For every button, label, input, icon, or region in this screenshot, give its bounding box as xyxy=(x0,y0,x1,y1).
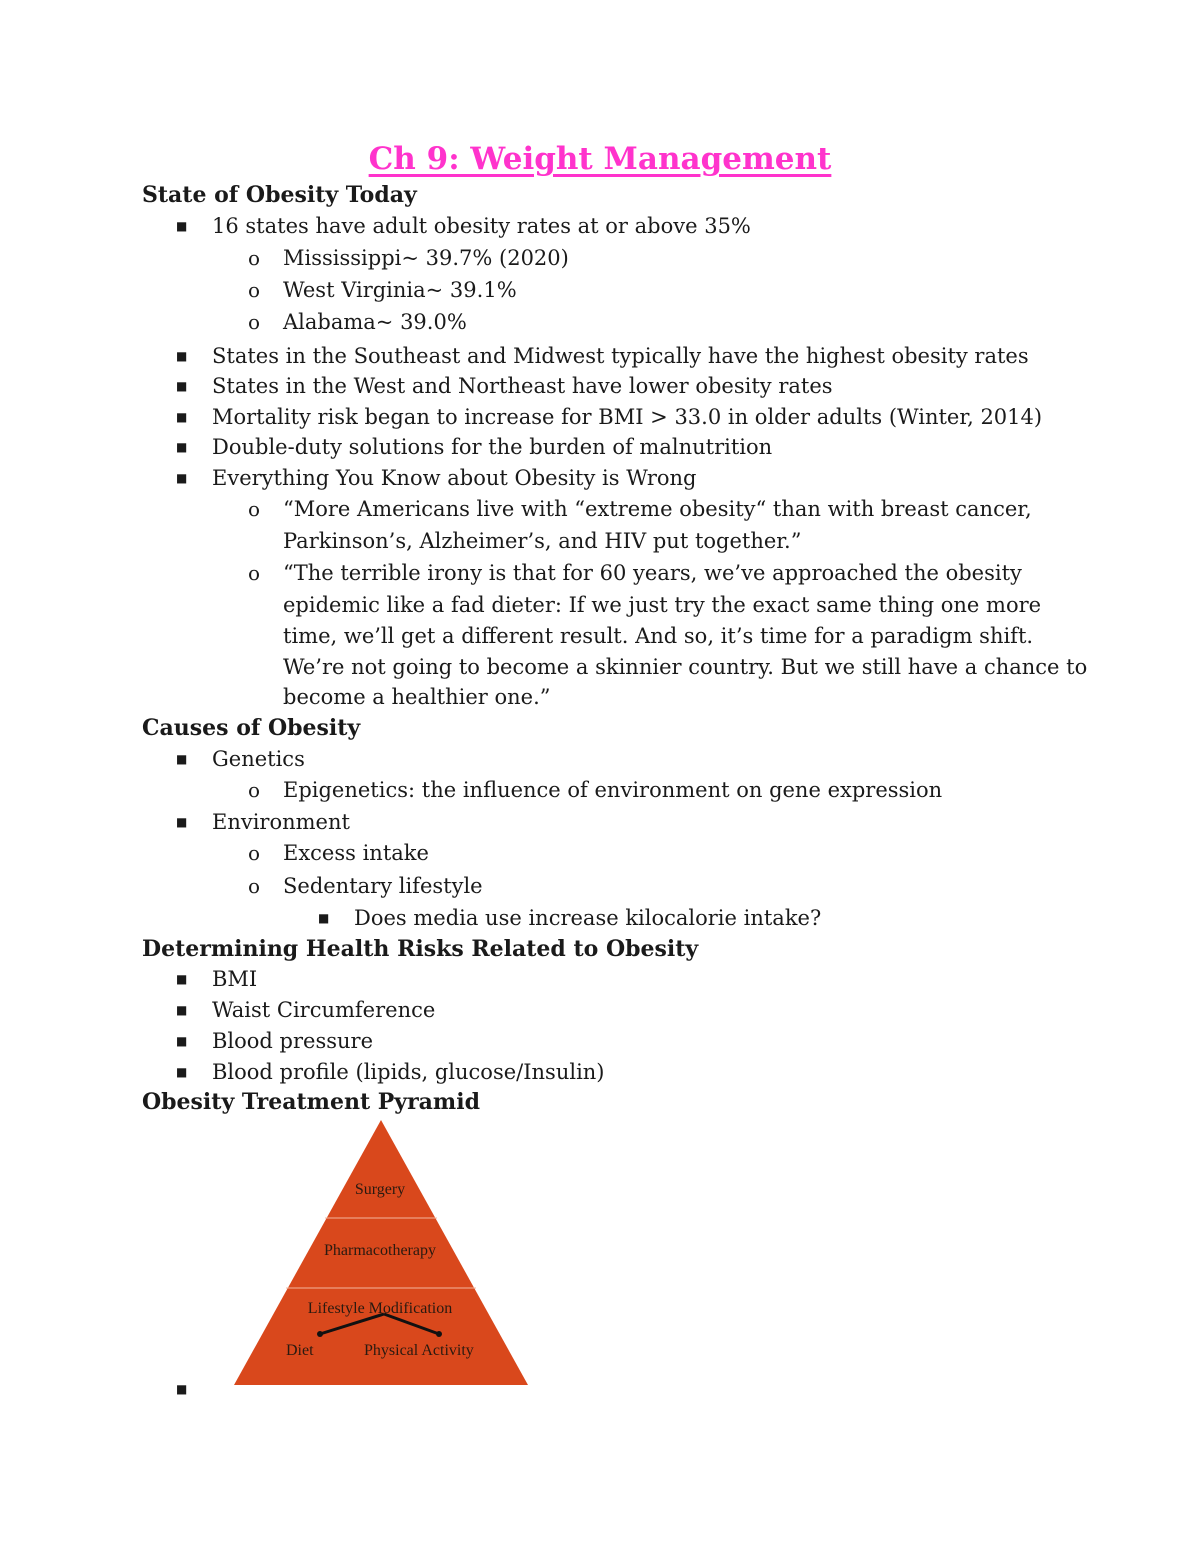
list-item: Genetics xyxy=(212,747,305,771)
bullet-square-icon xyxy=(176,807,187,837)
bullet-square-icon xyxy=(176,1057,187,1087)
pyramid-label-pharmacotherapy: Pharmacotherapy xyxy=(324,1242,436,1259)
bullet-square-icon xyxy=(176,744,187,774)
arrow-head-icon xyxy=(436,1331,442,1337)
bullet-square-icon xyxy=(176,995,187,1025)
list-item: Does media use increase kilocalorie intake? xyxy=(354,906,822,930)
bullet-circle-icon xyxy=(248,494,260,524)
bullet-circle-icon xyxy=(248,871,260,901)
list-item: States in the West and Northeast have lower obesity rates xyxy=(212,374,833,398)
list-item: Excess intake xyxy=(283,841,429,865)
list-item: Mississippi~ 39.7% (2020) xyxy=(283,246,569,270)
list-item: Blood profile (lipids, glucose/Insulin) xyxy=(212,1060,605,1084)
quote-line: “More Americans live with “extreme obesity“ than with breast cancer, xyxy=(283,497,1032,521)
list-item: 16 states have adult obesity rates at or above 35% xyxy=(212,214,751,238)
list-item: BMI xyxy=(212,967,258,991)
list-item: Blood pressure xyxy=(212,1029,374,1053)
list-item: Environment xyxy=(212,810,350,834)
quote-line: time, we’ll get a different result. And so, it’s time for a paradigm shift. xyxy=(283,624,1034,648)
list-item: Double-duty solutions for the burden of malnutrition xyxy=(212,435,773,459)
pyramid-label-diet: Diet xyxy=(286,1342,314,1359)
bullet-circle-icon xyxy=(248,243,260,273)
quote-line: become a healthier one.” xyxy=(283,685,551,709)
arrow-head-icon xyxy=(317,1331,323,1337)
section-heading-obesity-today: State of Obesity Today xyxy=(142,182,417,208)
bullet-circle-icon xyxy=(248,838,260,868)
quote-line: “The terrible irony is that for 60 years, we’ve approached the obesity xyxy=(283,561,1022,585)
bullet-circle-icon xyxy=(248,275,260,305)
quote-line: Parkinson’s, Alzheimer’s, and HIV put together.” xyxy=(283,529,802,553)
bullet-square-icon xyxy=(176,432,187,462)
section-heading-pyramid: Obesity Treatment Pyramid xyxy=(142,1089,480,1115)
bullet-circle-icon xyxy=(248,775,260,805)
section-heading-health-risks: Determining Health Risks Related to Obesity xyxy=(142,936,699,962)
bullet-square-icon xyxy=(176,1374,187,1404)
bullet-circle-icon xyxy=(248,558,260,588)
page-title: Ch 9: Weight Management xyxy=(368,141,832,177)
bullet-square-icon xyxy=(176,402,187,432)
bullet-square-icon xyxy=(176,1026,187,1056)
quote-line: We’re not going to become a skinnier country. But we still have a chance to xyxy=(283,655,1088,679)
bullet-square-icon xyxy=(176,964,187,994)
bullet-square-icon xyxy=(318,903,329,933)
list-item: Everything You Know about Obesity is Wrong xyxy=(212,466,697,490)
list-item: States in the Southeast and Midwest typically have the highest obesity rates xyxy=(212,344,1029,368)
bullet-circle-icon xyxy=(248,307,260,337)
pyramid-label-lifestyle: Lifestyle Modification xyxy=(307,1300,453,1317)
bullet-square-icon xyxy=(176,341,187,371)
list-item: Alabama~ 39.0% xyxy=(283,310,467,334)
bullet-square-icon xyxy=(176,463,187,493)
list-item: Sedentary lifestyle xyxy=(283,874,483,898)
pyramid-label-surgery: Surgery xyxy=(354,1181,406,1198)
bullet-square-icon xyxy=(176,371,187,401)
list-item: Mortality risk began to increase for BMI > 33.0 in older adults (Winter, 2014) xyxy=(212,405,1043,429)
list-item: Epigenetics: the influence of environment on gene expression xyxy=(283,778,943,802)
quote-line: epidemic like a fad dieter: If we just try the exact same thing one more xyxy=(283,593,1042,617)
pyramid-label-physical-activity: Physical Activity xyxy=(364,1342,474,1359)
obesity-treatment-pyramid xyxy=(230,1115,532,1390)
list-item: Waist Circumference xyxy=(212,998,436,1022)
section-heading-causes: Causes of Obesity xyxy=(142,715,361,741)
bullet-square-icon xyxy=(176,211,187,241)
list-item: West Virginia~ 39.1% xyxy=(283,278,517,302)
